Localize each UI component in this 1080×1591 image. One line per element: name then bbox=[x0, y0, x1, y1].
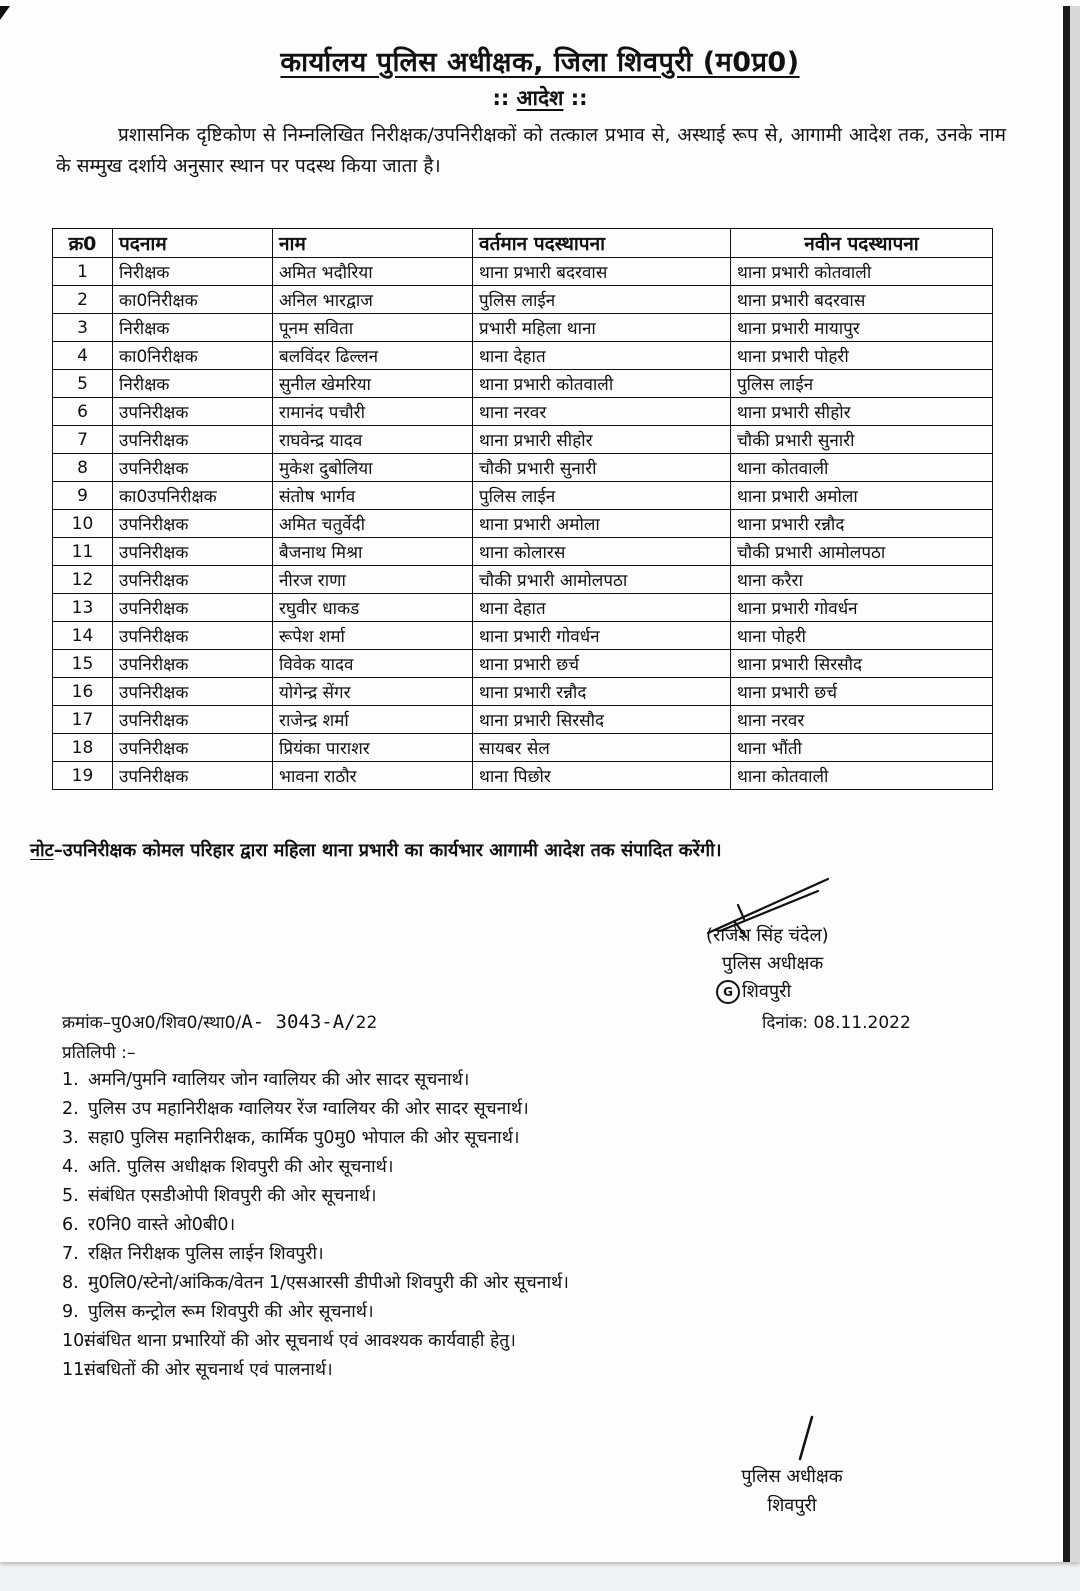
copy-to-item-text: सहा0 पुलिस महानिरीक्षक, कार्मिक पु0मु0 भोपाल की ओर सूचनार्थ। bbox=[88, 1128, 520, 1148]
cell-current-posting: चौकी प्रभारी आमोलपठा bbox=[473, 566, 731, 594]
cell-post: उपनिरीक्षक bbox=[113, 622, 273, 650]
copy-to-item-text: र0नि0 वास्ते ओ0बी0। bbox=[88, 1215, 236, 1235]
cell-post: उपनिरीक्षक bbox=[113, 538, 273, 566]
date-label: दिनांक: bbox=[762, 1013, 809, 1033]
copy-to-item bbox=[62, 1240, 569, 1269]
office-title bbox=[0, 42, 1080, 79]
copy-to-item-number: 7. bbox=[62, 1244, 79, 1264]
copy-to-item bbox=[62, 1095, 569, 1124]
note bbox=[30, 838, 722, 862]
cell-current-posting: थाना प्रभारी छर्च bbox=[473, 650, 731, 678]
cell-new-posting: थाना प्रभारी बदरवास bbox=[731, 286, 993, 314]
header-sr: क्र0 bbox=[53, 229, 113, 258]
cell-current-posting: थाना प्रभारी सिरसौद bbox=[473, 706, 731, 734]
copy-to-item-number: 6. bbox=[62, 1215, 79, 1235]
cell-new-posting: थाना कोतवाली bbox=[731, 762, 993, 790]
copy-to-item-number: 9. bbox=[62, 1302, 79, 1322]
copy-to-item-number: 3. bbox=[62, 1128, 79, 1148]
cell-name: मुकेश दुबोलिया bbox=[273, 454, 473, 482]
cell-new-posting: थाना प्रभारी अमोला bbox=[731, 482, 993, 510]
cell-current-posting: थाना प्रभारी अमोला bbox=[473, 510, 731, 538]
header-current-posting: वर्तमान पदस्थापना bbox=[473, 229, 731, 258]
cell-name: रूपेश शर्मा bbox=[273, 622, 473, 650]
cell-new-posting: थाना पोहरी bbox=[731, 622, 993, 650]
reference-number-suffix: 22 bbox=[355, 1013, 378, 1033]
cell-current-posting: थाना प्रभारी गोवर्धन bbox=[473, 622, 731, 650]
reference-number-prefix: क्रमांक–पु0अ0/शिव0/स्था0/ bbox=[62, 1013, 242, 1033]
reference-date bbox=[762, 1010, 911, 1033]
copy-to-item bbox=[62, 1356, 569, 1385]
footer-signature-icon bbox=[790, 1413, 820, 1463]
note-label: नोट bbox=[30, 840, 54, 861]
cell-post: का0निरीक्षक bbox=[113, 342, 273, 370]
cell-new-posting: थाना प्रभारी रन्नौद bbox=[731, 510, 993, 538]
copy-to-item bbox=[62, 1066, 569, 1095]
cell-current-posting: थाना प्रभारी कोतवाली bbox=[473, 370, 731, 398]
cell-name: अमित चतुर्वेदी bbox=[273, 510, 473, 538]
table-row bbox=[53, 258, 993, 286]
copy-to-item bbox=[62, 1269, 569, 1298]
cell-current-posting: चौकी प्रभारी सुनारी bbox=[473, 454, 731, 482]
cell-sr: 1 bbox=[53, 258, 113, 286]
copy-to-item bbox=[62, 1182, 569, 1211]
cell-post: उपनिरीक्षक bbox=[113, 566, 273, 594]
footer-district: शिवपुरी bbox=[767, 1495, 817, 1516]
cell-name: राघवेन्द्र यादव bbox=[273, 426, 473, 454]
table-row bbox=[53, 594, 993, 622]
table-row bbox=[53, 510, 993, 538]
cell-sr: 15 bbox=[53, 650, 113, 678]
cell-current-posting: थाना देहात bbox=[473, 594, 731, 622]
cell-post: का0उपनिरीक्षक bbox=[113, 482, 273, 510]
copy-to-item bbox=[62, 1211, 569, 1240]
cell-name: योगेन्द्र सेंगर bbox=[273, 678, 473, 706]
cell-sr: 2 bbox=[53, 286, 113, 314]
copy-to-item-text: अमनि/पुमनि ग्वालियर जोन ग्वालियर की ओर सादर सूचनार्थ। bbox=[88, 1070, 470, 1090]
table-row bbox=[53, 426, 993, 454]
cell-new-posting: थाना प्रभारी गोवर्धन bbox=[731, 594, 993, 622]
signer-district-row bbox=[706, 978, 829, 1006]
header-new-posting: नवीन पदस्थापना bbox=[731, 229, 993, 258]
signer-name: (राजेश सिंह चंदेल) bbox=[706, 925, 829, 946]
cell-new-posting: चौकी प्रभारी सुनारी bbox=[731, 426, 993, 454]
cell-sr: 13 bbox=[53, 594, 113, 622]
cell-current-posting: थाना प्रभारी रन्नौद bbox=[473, 678, 731, 706]
cell-new-posting: थाना प्रभारी छर्च bbox=[731, 678, 993, 706]
cell-sr: 12 bbox=[53, 566, 113, 594]
copy-to-item bbox=[62, 1153, 569, 1182]
cell-current-posting: थाना देहात bbox=[473, 342, 731, 370]
table-row bbox=[53, 454, 993, 482]
order-heading-text: आदेश bbox=[516, 86, 564, 110]
cell-post: उपनिरीक्षक bbox=[113, 762, 273, 790]
table-row bbox=[53, 370, 993, 398]
cell-new-posting: पुलिस लाईन bbox=[731, 370, 993, 398]
cell-post: उपनिरीक्षक bbox=[113, 650, 273, 678]
copy-to-item-number: 5. bbox=[62, 1186, 79, 1206]
cell-sr: 10 bbox=[53, 510, 113, 538]
cell-post: उपनिरीक्षक bbox=[113, 678, 273, 706]
table-row bbox=[53, 482, 993, 510]
cell-post: उपनिरीक्षक bbox=[113, 706, 273, 734]
cell-sr: 14 bbox=[53, 622, 113, 650]
cell-sr: 3 bbox=[53, 314, 113, 342]
table-row bbox=[53, 342, 993, 370]
cell-current-posting: थाना पिछोर bbox=[473, 762, 731, 790]
office-title-text: कार्यालय पुलिस अधीक्षक, जिला शिवपुरी (म0प्र0) bbox=[280, 47, 800, 78]
cell-current-posting: थाना नरवर bbox=[473, 398, 731, 426]
seal-icon: G bbox=[716, 980, 740, 1004]
cell-name: सुनील खेमरिया bbox=[273, 370, 473, 398]
reference-line bbox=[62, 1010, 942, 1033]
copy-to-item-text: रक्षित निरीक्षक पुलिस लाईन शिवपुरी। bbox=[88, 1244, 324, 1264]
cell-name: रघुवीर धाकड bbox=[273, 594, 473, 622]
date-value: 08.11.2022 bbox=[813, 1013, 911, 1033]
table-row bbox=[53, 762, 993, 790]
copy-to-item-number: 4. bbox=[62, 1157, 79, 1177]
cell-sr: 18 bbox=[53, 734, 113, 762]
cell-post: का0निरीक्षक bbox=[113, 286, 273, 314]
cell-post: उपनिरीक्षक bbox=[113, 510, 273, 538]
cell-current-posting: पुलिस लाईन bbox=[473, 286, 731, 314]
cell-sr: 9 bbox=[53, 482, 113, 510]
cell-current-posting: प्रभारी महिला थाना bbox=[473, 314, 731, 342]
cell-post: निरीक्षक bbox=[113, 370, 273, 398]
cell-current-posting: थाना प्रभारी सीहोर bbox=[473, 426, 731, 454]
cell-new-posting: थाना प्रभारी कोतवाली bbox=[731, 258, 993, 286]
cell-current-posting: सायबर सेल bbox=[473, 734, 731, 762]
signer-designation: पुलिस अधीक्षक bbox=[722, 953, 824, 974]
cell-name: पूनम सविता bbox=[273, 314, 473, 342]
cell-post: उपनिरीक्षक bbox=[113, 426, 273, 454]
table-row bbox=[53, 734, 993, 762]
cell-new-posting: थाना नरवर bbox=[731, 706, 993, 734]
table-row bbox=[53, 706, 993, 734]
table-row bbox=[53, 398, 993, 426]
cell-name: संतोष भार्गव bbox=[273, 482, 473, 510]
copy-to-item-text: संबधितों की ओर सूचनार्थ एवं पालनार्थ। bbox=[84, 1360, 333, 1380]
cell-current-posting: पुलिस लाईन bbox=[473, 482, 731, 510]
scan-corner-mark bbox=[0, 6, 10, 20]
cell-sr: 16 bbox=[53, 678, 113, 706]
cell-new-posting: थाना कोतवाली bbox=[731, 454, 993, 482]
copy-to-item-number: 8. bbox=[62, 1273, 79, 1293]
cell-name: बैजनाथ मिश्रा bbox=[273, 538, 473, 566]
table-row bbox=[53, 566, 993, 594]
signer-district: शिवपुरी bbox=[742, 981, 792, 1002]
transfer-table bbox=[52, 228, 993, 790]
table-row bbox=[53, 622, 993, 650]
cell-sr: 17 bbox=[53, 706, 113, 734]
cell-new-posting: थाना प्रभारी सीहोर bbox=[731, 398, 993, 426]
table-row bbox=[53, 314, 993, 342]
cell-sr: 11 bbox=[53, 538, 113, 566]
cell-new-posting: थाना भौंती bbox=[731, 734, 993, 762]
cell-sr: 19 bbox=[53, 762, 113, 790]
copy-to-item-number: 10. bbox=[62, 1331, 90, 1351]
cell-post: उपनिरीक्षक bbox=[113, 398, 273, 426]
order-heading-prefix: :: bbox=[492, 86, 510, 110]
table-header-row bbox=[53, 229, 993, 258]
copy-to-item bbox=[62, 1327, 569, 1356]
cell-post: उपनिरीक्षक bbox=[113, 454, 273, 482]
order-heading bbox=[0, 84, 1080, 112]
cell-post: उपनिरीक्षक bbox=[113, 594, 273, 622]
copy-to-item-number: 1. bbox=[62, 1070, 79, 1090]
cell-sr: 4 bbox=[53, 342, 113, 370]
copy-to-item-text: संबंधित थाना प्रभारियों की ओर सूचनार्थ एवं आवश्यक कार्यवाही हेतु। bbox=[84, 1331, 516, 1351]
note-text: –उपनिरीक्षक कोमल परिहार द्वारा महिला थाना प्रभारी का कार्यभार आगामी आदेश तक संपादित करेंगी। bbox=[53, 840, 722, 861]
copy-to-item-number: 2. bbox=[62, 1099, 79, 1119]
footer-signature-block bbox=[722, 1462, 862, 1520]
scan-edge-fade bbox=[1070, 6, 1080, 1562]
cell-sr: 8 bbox=[53, 454, 113, 482]
cell-new-posting: थाना प्रभारी पोहरी bbox=[731, 342, 993, 370]
table-body bbox=[53, 258, 993, 790]
scan-edge-shadow bbox=[1063, 6, 1070, 1562]
copy-to-item-text: अति. पुलिस अधीक्षक शिवपुरी की ओर सूचनार्थ। bbox=[88, 1157, 394, 1177]
cell-post: उपनिरीक्षक bbox=[113, 734, 273, 762]
order-heading-suffix: :: bbox=[570, 86, 588, 110]
table-row bbox=[53, 286, 993, 314]
copy-to-item bbox=[62, 1298, 569, 1327]
cell-name: अनिल भारद्वाज bbox=[273, 286, 473, 314]
cell-name: विवेक यादव bbox=[273, 650, 473, 678]
copy-to-item-text: संबंधित एसडीओपी शिवपुरी की ओर सूचनार्थ। bbox=[88, 1186, 377, 1206]
copy-to-item-text: पुलिस उप महानिरीक्षक ग्वालियर रेंज ग्वालियर की ओर सादर सूचनार्थ। bbox=[88, 1099, 529, 1119]
copy-to-list bbox=[62, 1066, 569, 1385]
cell-name: भावना राठौर bbox=[273, 762, 473, 790]
header-post: पदनाम bbox=[113, 229, 273, 258]
cell-name: राजेन्द्र शर्मा bbox=[273, 706, 473, 734]
table-row bbox=[53, 538, 993, 566]
cell-post: निरीक्षक bbox=[113, 258, 273, 286]
copy-to-item-number: 11. bbox=[62, 1360, 90, 1380]
copy-to-item bbox=[62, 1124, 569, 1153]
copy-to-item-text: मु0लि0/स्टेनो/आंकिक/वेतन 1/एसआरसी डीपीओ शिवपुरी की ओर सूचनार्थ। bbox=[88, 1273, 569, 1293]
cell-new-posting: थाना करैरा bbox=[731, 566, 993, 594]
cell-name: बलविंदर ढिल्लन bbox=[273, 342, 473, 370]
cell-sr: 6 bbox=[53, 398, 113, 426]
cell-new-posting: थाना प्रभारी सिरसौद bbox=[731, 650, 993, 678]
cell-current-posting: थाना प्रभारी बदरवास bbox=[473, 258, 731, 286]
table-row bbox=[53, 678, 993, 706]
signer-block bbox=[706, 922, 829, 1006]
cell-post: निरीक्षक bbox=[113, 314, 273, 342]
cell-sr: 5 bbox=[53, 370, 113, 398]
intro-paragraph: प्रशासनिक दृष्टिकोण से निम्नलिखित निरीक्षक/उपनिरीक्षकों को तत्काल प्रभाव से, अस्थाई रूप से, आगामी आदेश तक, उनके नाम के सम्मुख दर्शाये अनुसार स्थान पर पदस्थ किया जाता है। bbox=[56, 124, 1006, 177]
cell-current-posting: थाना कोलारस bbox=[473, 538, 731, 566]
copy-to-item-text: पुलिस कन्ट्रोल रूम शिवपुरी की ओर सूचनार्थ। bbox=[88, 1302, 374, 1322]
cell-sr: 7 bbox=[53, 426, 113, 454]
cell-new-posting: चौकी प्रभारी आमोलपठा bbox=[731, 538, 993, 566]
table-row bbox=[53, 650, 993, 678]
cell-name: प्रियंका पाराशर bbox=[273, 734, 473, 762]
reference-number-handwritten: A- 3043-A/ bbox=[241, 1011, 356, 1033]
cell-name: रामानंद पचौरी bbox=[273, 398, 473, 426]
cell-name: अमित भदौरिया bbox=[273, 258, 473, 286]
copy-to-heading: प्रतिलिपी :– bbox=[62, 1043, 136, 1063]
header-name: नाम bbox=[273, 229, 473, 258]
footer-designation: पुलिस अधीक्षक bbox=[741, 1466, 843, 1487]
cell-name: नीरज राणा bbox=[273, 566, 473, 594]
cell-new-posting: थाना प्रभारी मायापुर bbox=[731, 314, 993, 342]
